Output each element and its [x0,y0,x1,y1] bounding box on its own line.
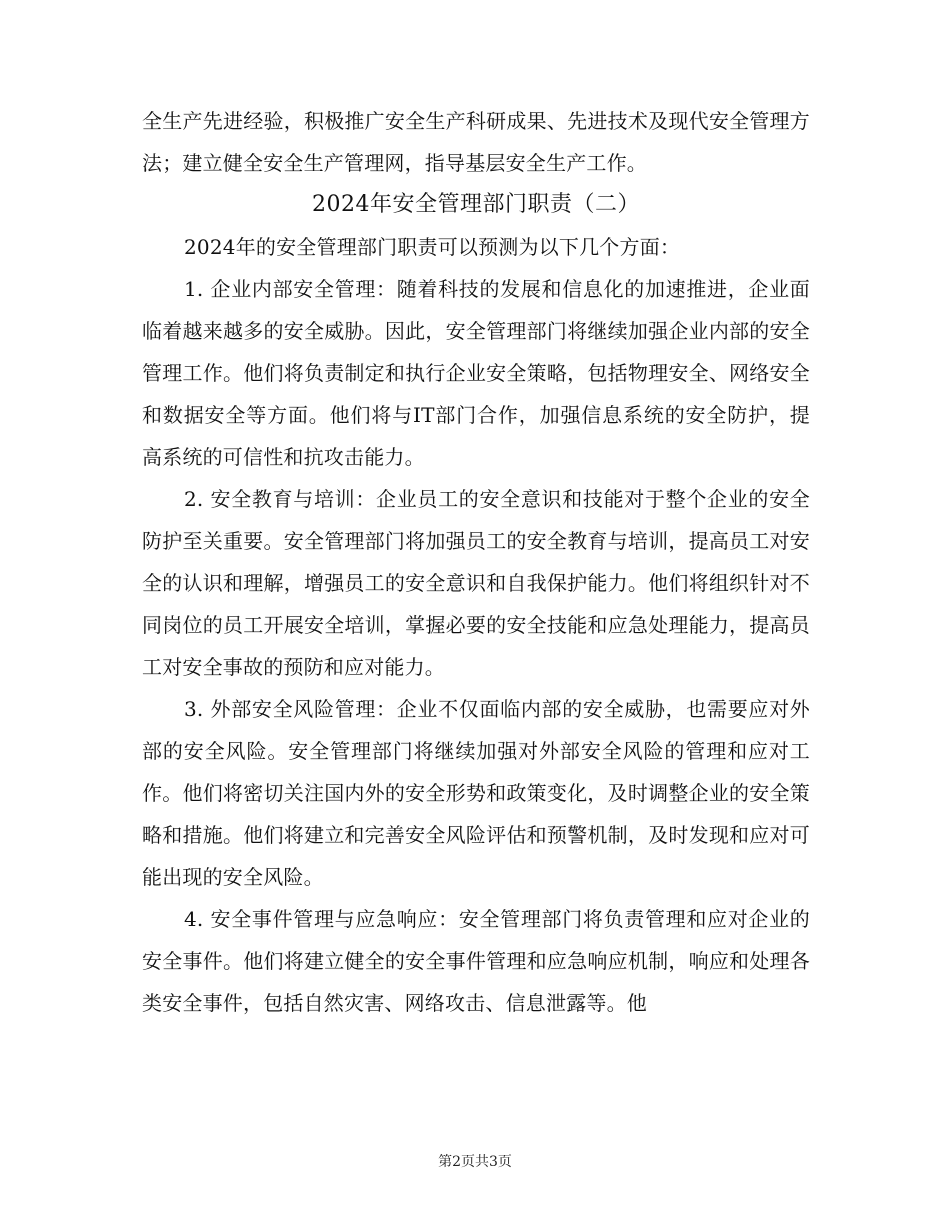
intro-paragraph: 2024年的安全管理部门职责可以预测为以下几个方面： [184,235,681,259]
list-item-3: 3. 外部安全风险管理：企业不仅面临内部的安全威胁，也需要应对外部的安全风险。安全管理部门将继续加强对外部安全风险的管理和应对工作。他们将密切关注国内外的安全形势和政策变化，及时调整企业的安全策略和措施。他们将建立和完善安全风险评估和预警机制，及时发现和应对可能出现的安全风险。 [142,697,810,889]
document-body [142,100,810,1024]
continued-paragraph: 全生产先进经验，积极推广安全生产科研成果、先进技术及现代安全管理方法；建立健全安全生产管理网，指导基层安全生产工作。 [142,109,810,175]
list-item-2: 2. 安全教育与培训：企业员工的安全意识和技能对于整个企业的安全防护至关重要。安全管理部门将加强员工的安全教育与培训，提高员工对安全的认识和理解，增强员工的安全意识和自我保护能力。他们将组织针对不同岗位的员工开展安全培训，掌握必要的安全技能和应急处理能力，提高员工对安全事故的预防和应对能力。 [142,487,810,679]
page-number-footer: 第2页共3页 [438,1154,512,1170]
section-title: 2024年安全管理部门职责（二） [312,192,640,217]
list-item-4: 4. 安全事件管理与应急响应：安全管理部门将负责管理和应对企业的安全事件。他们将建立健全的安全事件管理和应急响应机制，响应和处理各类安全事件，包括自然灾害、网络攻击、信息泄露等。他 [142,907,810,1015]
list-item-1: 1. 企业内部安全管理：随着科技的发展和信息化的加速推进，企业面临着越来越多的安全威胁。因此，安全管理部门将继续加强企业内部的安全管理工作。他们将负责制定和执行企业安全策略，包括物理安全、网络安全和数据安全等方面。他们将与IT部门合作，加强信息系统的安全防护，提高系统的可信性和抗攻击能力。 [142,277,810,469]
